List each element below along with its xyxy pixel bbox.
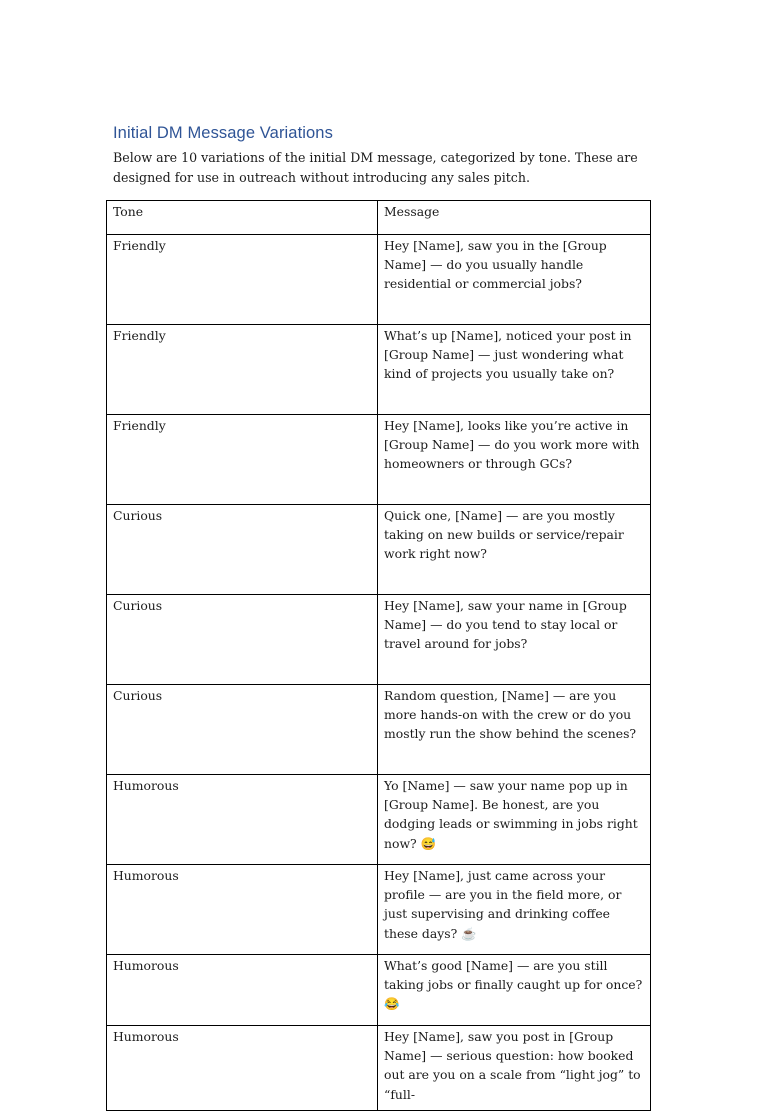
tone-cell: Friendly	[107, 235, 378, 325]
tone-cell: Humorous	[107, 1026, 378, 1111]
message-cell: What’s good [Name] — are you still taking jobs or finally caught up for once? 😂	[378, 955, 651, 1026]
tone-cell: Friendly	[107, 325, 378, 415]
header-tone: Tone	[107, 201, 378, 235]
tone-cell: Humorous	[107, 775, 378, 865]
table-row	[107, 955, 651, 1026]
table-row	[107, 685, 651, 775]
message-cell: Hey [Name], looks like you’re active in [Group Name] — do you work more with homeowners or through GCs?	[378, 415, 651, 505]
document-title: Initial DM Message Variations	[113, 124, 333, 142]
tone-cell: Curious	[107, 505, 378, 595]
tone-cell: Curious	[107, 595, 378, 685]
table-header-row	[107, 201, 651, 235]
message-cell: Hey [Name], saw you in the [Group Name] — do you usually handle residential or commercial jobs?	[378, 235, 651, 325]
message-cell: Hey [Name], saw your name in [Group Name] — do you tend to stay local or travel around for jobs?	[378, 595, 651, 685]
tone-cell: Humorous	[107, 865, 378, 955]
tone-cell: Curious	[107, 685, 378, 775]
table-row	[107, 415, 651, 505]
table-row	[107, 865, 651, 955]
message-cell: Quick one, [Name] — are you mostly taking on new builds or service/repair work right now?	[378, 505, 651, 595]
table-row	[107, 325, 651, 415]
document-intro: Below are 10 variations of the initial DM message, categorized by tone. These are designed for use in outreach without introducing any sales pitch.	[113, 150, 638, 185]
message-cell: Hey [Name], just came across your profile — are you in the field more, or just supervising and drinking coffee these days? ☕	[378, 865, 651, 955]
message-variations-table	[106, 200, 651, 1111]
header-message: Message	[378, 201, 651, 235]
table-row	[107, 595, 651, 685]
message-cell: Random question, [Name] — are you more hands-on with the crew or do you mostly run the show behind the scenes?	[378, 685, 651, 775]
message-cell: Hey [Name], saw you post in [Group Name] — serious question: how booked out are you on a scale from “light jog” to “full-	[378, 1026, 651, 1111]
table-row	[107, 1026, 651, 1111]
tone-cell: Humorous	[107, 955, 378, 1026]
message-cell: What’s up [Name], noticed your post in [Group Name] — just wondering what kind of projects you usually take on?	[378, 325, 651, 415]
tone-cell: Friendly	[107, 415, 378, 505]
message-cell: Yo [Name] — saw your name pop up in [Group Name]. Be honest, are you dodging leads or swimming in jobs right now? 😅	[378, 775, 651, 865]
table-row	[107, 505, 651, 595]
table-row	[107, 235, 651, 325]
table-row	[107, 775, 651, 865]
